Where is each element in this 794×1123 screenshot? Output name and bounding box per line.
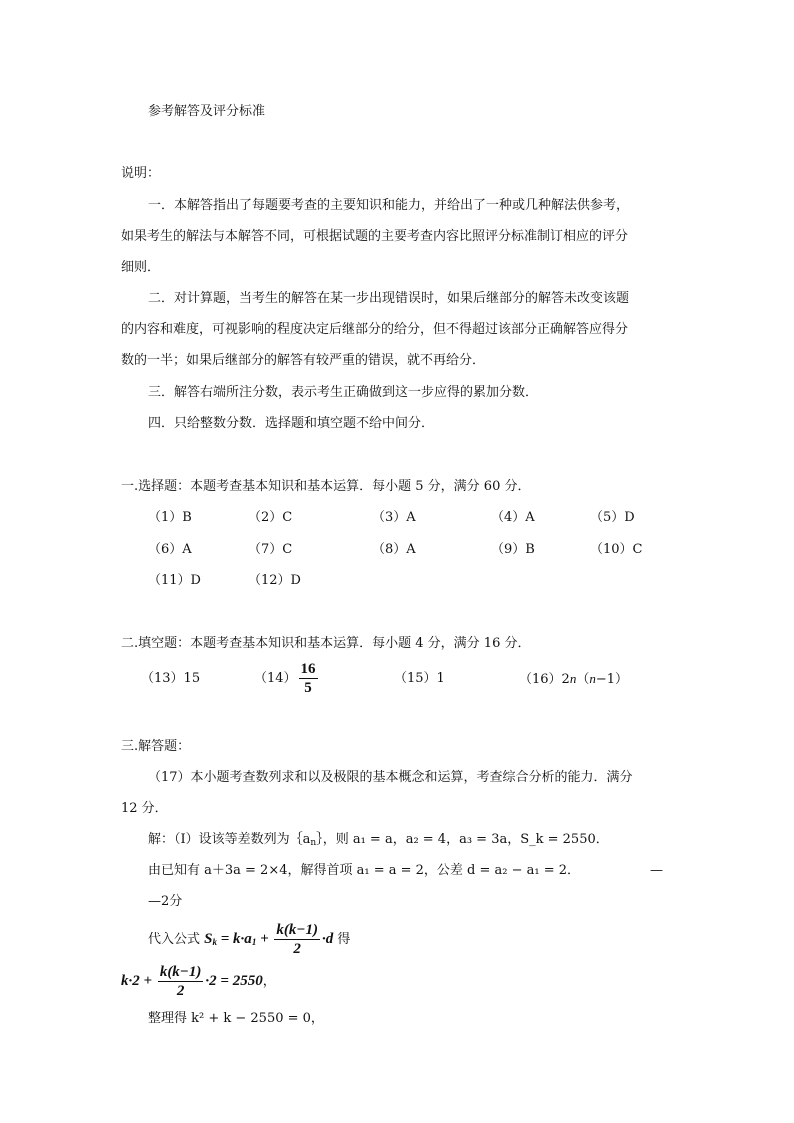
score-1: —2分	[148, 894, 183, 909]
equation-line	[121, 956, 276, 1007]
answer-8: （8）A	[372, 542, 416, 557]
formula-plus: +	[256, 931, 273, 947]
formula-suffix: 得	[337, 932, 351, 947]
q17-line-2: 12 分．	[121, 801, 168, 816]
formula-numerator: k(k−1)	[276, 922, 318, 939]
answer-7: （7）C	[248, 542, 293, 557]
answer-6: （6）A	[148, 542, 192, 557]
answer-11: （11）D	[148, 573, 201, 588]
formula-tail: ·d	[321, 931, 334, 947]
formula-sk: $S_k = k\cdot a_1$ + $\frac{k(k-1)}{2}$ ·d	[204, 922, 334, 958]
note-2-line-1: 二．对计算题，当考生的解答在某一步出现错误时，如果后继部分的解答未改变该题	[148, 291, 630, 306]
answer-16-label: （16）2	[519, 672, 570, 687]
var-n: n	[569, 671, 577, 686]
solution-line-1-b: ｝，则 a₁ = a，a₂ = 4，a₃ = 3a，S_k = 2550．	[316, 832, 609, 847]
answer-16	[519, 670, 628, 689]
equation-comma: ，	[262, 974, 276, 989]
answer-3: （3）A	[372, 510, 416, 525]
section-1-heading: 一.选择题：本题考查基本知识和基本运算．每小题 5 分，满分 60 分．	[121, 479, 531, 494]
equation-right: ·2 = 2550	[205, 973, 263, 989]
notes-heading: 说明：	[121, 166, 161, 181]
formula-prefix: 代入公式	[148, 932, 201, 947]
simplify-line: 整理得 k² + k − 2550 = 0，	[148, 1011, 324, 1026]
answer-1: （1）B	[148, 510, 192, 525]
note-1-line-3: 细则．	[121, 260, 161, 275]
score-dash: —	[650, 863, 663, 878]
fraction-denominator: 5	[304, 680, 312, 696]
solution-line-2: 由已知有 a＋3a = 2×4，解得首项 a₁ = a = 2，公差 d = a₂ − a₁ = 2．	[148, 863, 581, 878]
solution-line-1-a: 解：（Ⅰ）设该等差数列为｛a	[148, 832, 311, 847]
answer-9: （9）B	[491, 542, 535, 557]
answer-15: （15）1	[394, 671, 445, 686]
answer-5: （5）D	[590, 510, 635, 525]
note-1-line-1: 一．本解答指出了每题要考查的主要知识和能力，并给出了一种或几种解法供参考，	[148, 198, 630, 213]
section-2-heading: 二.填空题：本题考查基本知识和基本运算．每小题 4 分，满分 16 分．	[121, 636, 531, 651]
formula-eq: = k·a	[217, 931, 252, 947]
equation	[121, 964, 263, 1000]
answer-12: （12）D	[248, 573, 301, 588]
fraction-numerator: 16	[300, 661, 316, 677]
equation-numerator: k(k−1)	[159, 964, 202, 981]
answer-14	[254, 652, 320, 706]
section-3-heading: 三.解答题：	[121, 739, 191, 754]
page-title: 参考解答及评分标准	[148, 104, 266, 119]
equation-left: k·2 +	[121, 973, 156, 989]
equation-fraction	[158, 963, 204, 1000]
answer-4: （4）A	[491, 510, 535, 525]
formula-fraction	[274, 921, 320, 958]
paren-end: −1）	[595, 672, 629, 687]
note-1-line-2: 如果考生的解法与本解答不同，可根据试题的主要考查内容比照评分标准制订相应的评分	[121, 229, 629, 244]
solution-line-1: 解：（Ⅰ）设该等差数列为$\{a_n\}$，则 a₁ = a，a₂ = 4，a₃ = 3a，S_k = 2550．	[148, 832, 609, 848]
answer-10: （10）C	[590, 542, 643, 557]
formula-s: S	[204, 931, 213, 947]
note-4: 四．只给整数分数．选择题和填空题不给中间分．	[148, 416, 435, 431]
note-2-line-3: 数的一半；如果后继部分的解答有较严重的错误，就不再给分．	[121, 353, 486, 368]
answer-14-label: （14）	[254, 671, 297, 686]
equation-denominator: 2	[176, 983, 185, 1000]
answer-2: （2）C	[248, 510, 293, 525]
answer-13: （13）15	[141, 671, 201, 686]
formula-denominator: 2	[293, 941, 301, 958]
q17-line-1: （17）本小题考查数列求和以及极限的基本概念和运算，考查综合分析的能力．满分	[148, 770, 633, 785]
note-2-line-2: 的内容和难度，可视影响的程度决定后继部分的给分，但不得超过该部分正确解答应得分	[121, 322, 629, 337]
note-3: 三．解答右端所注分数，表示考生正确做到这一步应得的累加分数．	[148, 385, 539, 400]
formula-sub-k: k	[212, 937, 217, 947]
paren: （	[576, 672, 590, 687]
var-n: n	[589, 671, 596, 686]
answer-14-fraction	[299, 660, 318, 697]
